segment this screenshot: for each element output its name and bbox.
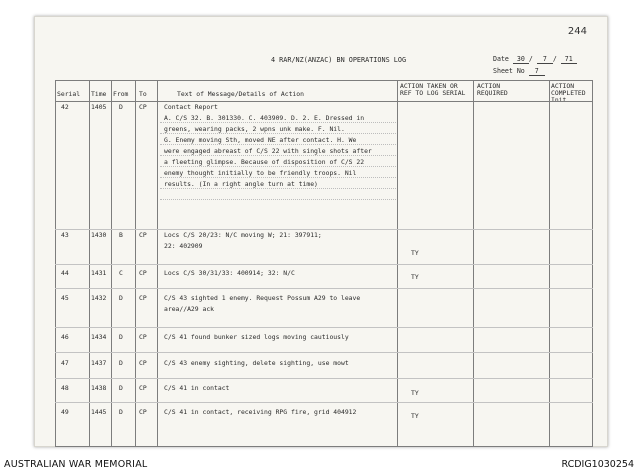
sheet-number-field — [493, 67, 545, 76]
from-cell: D — [119, 103, 123, 111]
header-separator — [55, 101, 593, 102]
serial-cell: 47 — [61, 359, 69, 367]
row-separator — [55, 288, 593, 289]
row-separator — [55, 229, 593, 230]
col-header-action-completed: ACTION COMPLETED Init — [551, 82, 586, 105]
message-line: a fleeting glimpse. Because of disposition of C/S 22 — [164, 158, 365, 166]
message-line: C/S 41 in contact, receiving RPG fire, grid 404912 — [164, 408, 357, 416]
message-line: greens, wearing packs, 2 wpns unk make. F. Nil. — [164, 125, 345, 133]
col-header-from: From — [113, 90, 129, 98]
archive-reference: RCDIG1030254 — [561, 459, 634, 470]
action-taken-cell: TY — [411, 273, 419, 281]
sheet-number: 7 — [529, 67, 545, 76]
to-cell: CP — [139, 384, 147, 392]
serial-cell: 49 — [61, 408, 69, 416]
message-line: results. (In a right angle turn at time) — [164, 180, 318, 188]
col-header-text: Text of Message/Details of Action — [177, 90, 304, 98]
serial-cell: 42 — [61, 103, 69, 111]
row-separator — [55, 352, 593, 353]
form-title: 4 RAR/NZ(ANZAC) BN OPERATIONS LOG — [271, 56, 407, 64]
to-cell: CP — [139, 103, 147, 111]
from-cell: D — [119, 359, 123, 367]
action-taken-cell: TY — [411, 249, 419, 257]
message-line: were engaged abreast of C/S 22 with single shots after — [164, 147, 372, 155]
message-line: C/S 41 found bunker sized logs moving cautiously — [164, 333, 349, 341]
message-line: 22: 402909 — [164, 242, 203, 250]
serial-cell: 43 — [61, 231, 69, 239]
date-label: Date — [493, 55, 509, 63]
from-cell: D — [119, 408, 123, 416]
time-cell: 1437 — [91, 359, 107, 367]
serial-cell: 44 — [61, 269, 69, 277]
row-separator — [55, 402, 593, 403]
date-day: 30 — [513, 55, 529, 64]
operations-log-table — [55, 80, 593, 447]
to-cell: CP — [139, 359, 147, 367]
message-line: C/S 43 enemy sighting, delete sighting, use mowt — [164, 359, 349, 367]
from-cell: D — [119, 333, 123, 341]
col-header-serial: Serial — [57, 90, 81, 98]
time-cell: 1405 — [91, 103, 107, 111]
from-cell: B — [119, 231, 123, 239]
page-number: 244 — [567, 26, 587, 37]
row-separator — [55, 378, 593, 379]
time-cell: 1432 — [91, 294, 107, 302]
col-header-action-required: ACTION REQUIRED — [477, 82, 508, 98]
message-line: C/S 43 sighted 1 enemy. Request Possum A29 to leave — [164, 294, 361, 302]
date-year: 71 — [561, 55, 577, 64]
message-line: C/S 41 in contact — [164, 384, 230, 392]
action-taken-cell: TY — [411, 412, 419, 420]
to-cell: CP — [139, 333, 147, 341]
col-header-action-taken: ACTION TAKEN OR REF TO LOG SERIAL — [400, 82, 466, 98]
time-cell: 1434 — [91, 333, 107, 341]
serial-cell: 45 — [61, 294, 69, 302]
message-line: Locs C/S 20/23: N/C moving W; 21: 397911; — [164, 231, 322, 239]
to-cell: CP — [139, 269, 147, 277]
document-page — [34, 16, 608, 447]
col-header-to: To — [139, 90, 147, 98]
row-separator — [55, 264, 593, 265]
to-cell: CP — [139, 294, 147, 302]
time-cell: 1431 — [91, 269, 107, 277]
time-cell: 1445 — [91, 408, 107, 416]
from-cell: C — [119, 269, 123, 277]
to-cell: CP — [139, 408, 147, 416]
time-cell: 1430 — [91, 231, 107, 239]
action-taken-cell: TY — [411, 389, 419, 397]
serial-cell: 46 — [61, 333, 69, 341]
message-line: A. C/S 32. B. 301330. C. 403909. D. 2. E. Dressed in — [164, 114, 365, 122]
message-line: enemy thought initially to be friendly troops. Nil — [164, 169, 357, 177]
time-cell: 1438 — [91, 384, 107, 392]
date-field: Date 30 / 7 / 71 — [493, 55, 577, 64]
from-cell: D — [119, 384, 123, 392]
message-line: Locs C/S 30/31/33: 400914; 32: N/C — [164, 269, 295, 277]
row-separator — [55, 327, 593, 328]
sheet-label: Sheet No — [493, 67, 525, 75]
message-line: area//A29 ack — [164, 305, 215, 313]
from-cell: D — [119, 294, 123, 302]
col-header-time: Time — [91, 90, 107, 98]
serial-cell: 48 — [61, 384, 69, 392]
date-month: 7 — [537, 55, 553, 64]
to-cell: CP — [139, 231, 147, 239]
message-line: G. Enemy moving Sth, moved NE after contact. H. We — [164, 136, 357, 144]
archive-credit: AUSTRALIAN WAR MEMORIAL — [4, 459, 148, 470]
message-line: Contact Report — [164, 103, 218, 111]
